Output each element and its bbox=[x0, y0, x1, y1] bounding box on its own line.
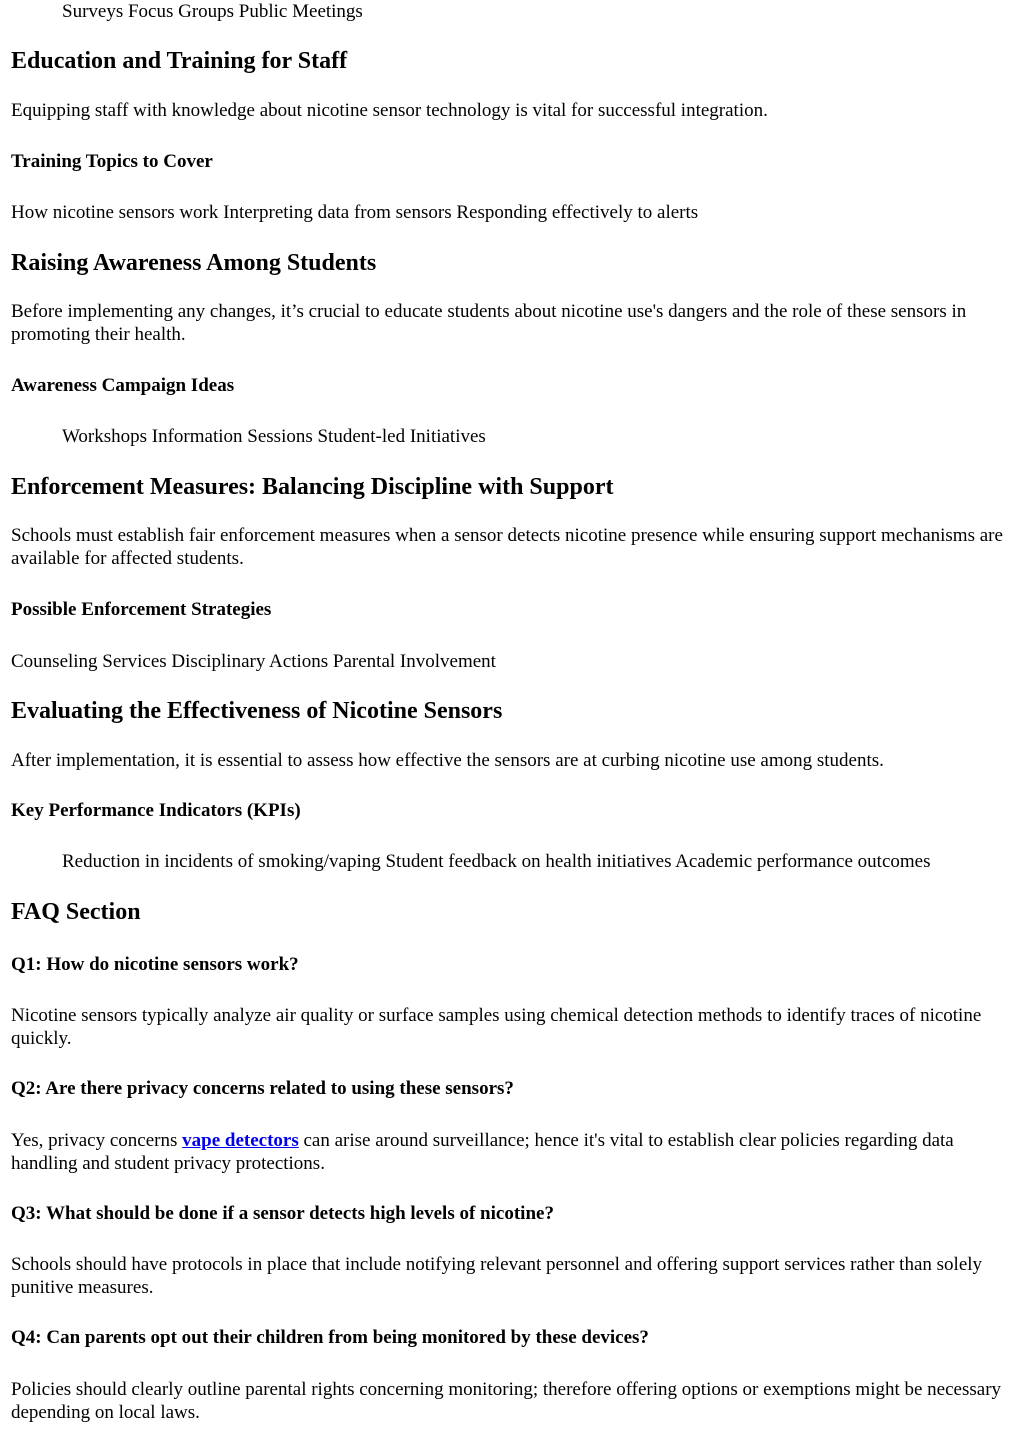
enforcement-intro: Schools must establish fair enforcement measures when a sensor detects nicotine presence while ensuring support mechanisms are available for affected students. bbox=[11, 525, 1003, 569]
kpi-list: Reduction in incidents of smoking/vaping Student feedback on health initiatives Academic performance outcomes bbox=[62, 851, 931, 872]
faq-q1-question: Q1: How do nicotine sensors work? bbox=[11, 954, 299, 975]
enforcement-heading: Enforcement Measures: Balancing Discipline with Support bbox=[11, 474, 614, 500]
faq-q4-answer: Policies should clearly outline parental rights concerning monitoring; therefore offering options or exemptions might be necessary depending on local laws. bbox=[11, 1379, 1002, 1423]
stakeholder-methods-list: Surveys Focus Groups Public Meetings bbox=[62, 1, 363, 22]
faq-q2-answer-after: can arise around surveillance; hence it's vital to establish clear policies regarding data handling and student privacy protections. bbox=[11, 1130, 954, 1174]
staff-heading: Education and Training for Staff bbox=[11, 48, 348, 74]
training-topics-list: How nicotine sensors work Interpreting data from sensors Responding effectively to alerts bbox=[11, 202, 699, 223]
students-heading: Raising Awareness Among Students bbox=[11, 250, 377, 276]
faq-q2-question: Q2: Are there privacy concerns related to using these sensors? bbox=[11, 1078, 514, 1099]
kpi-heading: Key Performance Indicators (KPIs) bbox=[11, 800, 301, 821]
students-intro: Before implementing any changes, it’s crucial to educate students about nicotine use's dangers and the role of these sensors in promoting their health. bbox=[11, 301, 967, 345]
enforcement-strategies-list: Counseling Services Disciplinary Actions Parental Involvement bbox=[11, 651, 496, 672]
faq-q1-answer: Nicotine sensors typically analyze air quality or surface samples using chemical detection methods to identify traces of nicotine quickly. bbox=[11, 1005, 982, 1049]
awareness-ideas-list: Workshops Information Sessions Student-led Initiatives bbox=[62, 426, 486, 447]
evaluation-heading: Evaluating the Effectiveness of Nicotine Sensors bbox=[11, 698, 503, 724]
faq-q3-question: Q3: What should be done if a sensor detects high levels of nicotine? bbox=[11, 1203, 554, 1224]
faq-q3-answer: Schools should have protocols in place that include notifying relevant personnel and offering support services rather than solely punitive measures. bbox=[11, 1254, 983, 1298]
vape-detectors-link[interactable]: vape detectors bbox=[182, 1130, 299, 1151]
faq-q2-answer-before: Yes, privacy concerns bbox=[11, 1130, 183, 1151]
enforcement-strategies-heading: Possible Enforcement Strategies bbox=[11, 599, 272, 620]
faq-q4-question: Q4: Can parents opt out their children from being monitored by these devices? bbox=[11, 1327, 649, 1348]
faq-q2-answer bbox=[11, 1129, 1014, 1175]
faq-heading: FAQ Section bbox=[11, 899, 141, 925]
staff-intro: Equipping staff with knowledge about nicotine sensor technology is vital for successful integration. bbox=[11, 100, 768, 121]
awareness-ideas-heading: Awareness Campaign Ideas bbox=[11, 375, 235, 396]
training-topics-heading: Training Topics to Cover bbox=[11, 151, 213, 172]
evaluation-intro: After implementation, it is essential to assess how effective the sensors are at curbing nicotine use among students. bbox=[11, 750, 884, 771]
